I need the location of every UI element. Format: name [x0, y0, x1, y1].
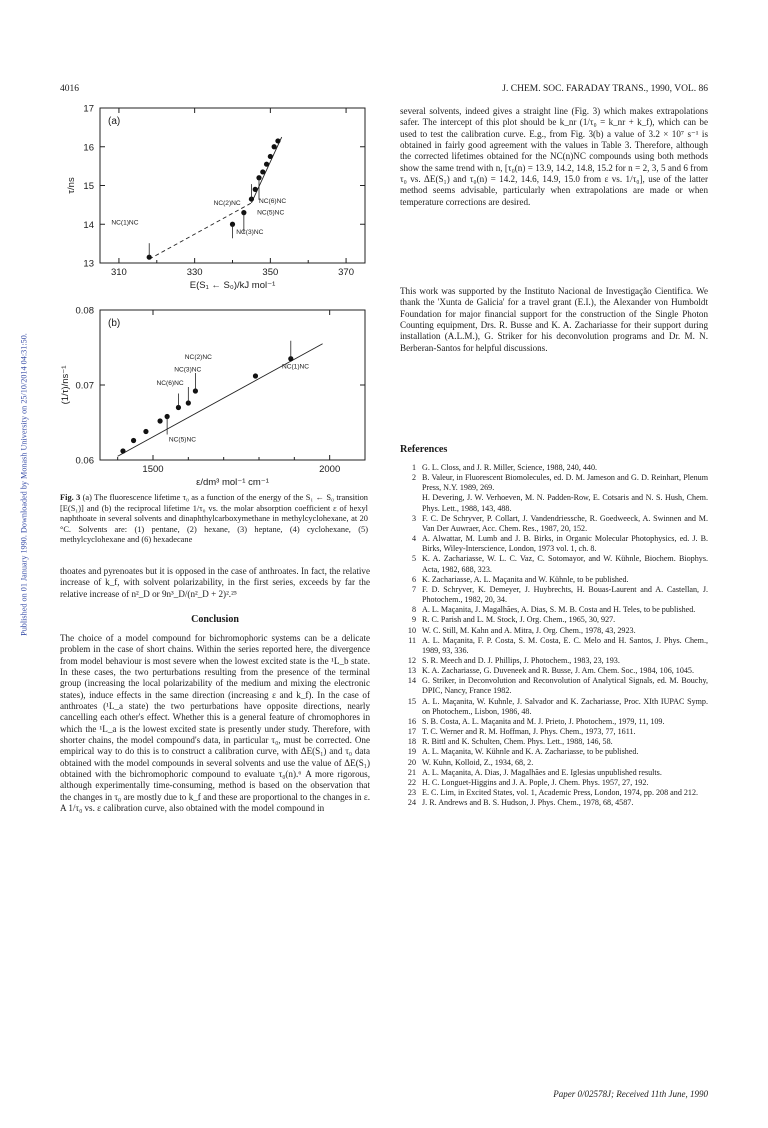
y-tick-label: 0.07: [75, 380, 94, 392]
reference-number: 6: [411, 574, 416, 584]
annotation-label: NC(1)NC: [281, 363, 310, 371]
annotation-label: NC(5)NC: [257, 209, 285, 217]
reference-item: [400, 768, 708, 778]
conclusion-heading: Conclusion: [191, 614, 239, 625]
reference-number: 18: [407, 737, 416, 747]
reference-text: W. C. Still, M. Kahn and A. Mitra, J. Org. Chem., 1978, 43, 2923.: [422, 625, 636, 635]
y-tick-label: 0.08: [75, 305, 94, 317]
reference-item: [400, 727, 708, 737]
reference-item: [400, 717, 708, 727]
reference-text: A. Alwattar, M. Lumb and J. B. Birks, in Organic Molecular Photophysics, ed. J. B. Birks, Wiley-Interscience, London, 1973 vol. 1, ch. 8.: [422, 534, 708, 554]
annotation-label: NC(3)NC: [236, 228, 264, 236]
body-paragraph-right: several solvents, indeed gives a straight line (Fig. 3) which makes extrapolations safer. The intercept of this plot should be k_nr (1/τ₀ = k_nr + k_f), which can be used to test the calibration curve. E.g., from Fig. 3(b) a value of 3.2 × 10⁷ s⁻¹ is obtained in fairly good agreement with the values in Table 3. Therefore, although the corrected lifetimes obtained for the NC(n)NC compounds using both methods show the same trend with n, [τ₀(n) = 13.9, 14.2, 14.8, 15.2 for n = 2, 3, 5 and 6 from τ₀ vs. ΔE(S₁) and τ₀(n) = 14.2, 14.6, 14.9, 15.0 from ε vs. 1/τ₀], use of the latter method seems advisable, particularly when extrapolations are made or when temperature corrections are desired.: [400, 106, 708, 207]
reference-text: E. C. Lim, in Excited States, vol. 1, Academic Press, London, 1974, pp. 208 and 212.: [422, 788, 699, 797]
annotation-label: NC(2)NC: [213, 199, 241, 207]
reference-item: [400, 798, 708, 808]
annotation-label: NC(2)NC: [184, 353, 212, 361]
x-tick-label: 1500: [142, 464, 164, 475]
figure-caption: [60, 493, 368, 546]
reference-number: 2: [411, 473, 416, 483]
paper-footer: Paper 0/02578J; Received 11th June, 1990: [553, 1089, 708, 1099]
panel-label: (a): [108, 116, 121, 127]
reference-text: F. D. Schryver, K. Demeyer, J. Huybrechts, H. Bouas-Laurent and A. Castellan, J. Photochem., 1982, 20, 34.: [422, 584, 708, 605]
reference-item: [400, 737, 708, 747]
reference-text: A. L. Maçanita, W. Kühnle and K. A. Zachariasse, to be published.: [422, 747, 639, 757]
y-tick-label: 0.06: [75, 455, 94, 467]
reference-text: K. A. Zachariasse, G. Duveneek and R. Busse, J. Am. Chem. Soc., 1984, 106, 1045.: [422, 666, 695, 676]
reference-number: 16: [407, 716, 416, 726]
panel-label: (b): [108, 318, 121, 329]
reference-text: F. C. De Schryver, P. Collart, J. Vandendriessche, R. Goedweeck, A. Swinnen and M. Van Der Auwraer, Acc. Chem. Res., 1987, 20, 152.: [422, 513, 708, 533]
y-tick-label: 16: [83, 142, 94, 154]
y-tick-label: 15: [83, 181, 94, 192]
data-point: [275, 138, 280, 143]
download-watermark: [14, 260, 28, 720]
reference-text: J. R. Andrews and B. S. Hudson, J. Phys. Chem., 1978, 68, 4587.: [422, 798, 634, 808]
reference-item: [400, 747, 708, 757]
reference-text: A. L. Maçanita, J. Magalhães, A. Dias, S. M. B. Costa and H. Teles, to be published.: [422, 605, 696, 615]
reference-number: 21: [407, 767, 416, 777]
fit-line: [251, 137, 281, 203]
reference-text: G. Striker, in Deconvolution and Reconvolution of Analytical Signals, ed. M. Bouchy, DPIC, Nancy, France 1982.: [422, 676, 708, 696]
reference-number: 5: [411, 554, 416, 564]
y-axis-label: (1/τ)/ns⁻¹: [60, 365, 71, 405]
journal-running-head: J. CHEM. SOC. FARADAY TRANS., 1990, VOL. 86: [502, 84, 708, 94]
reference-number: 9: [411, 615, 416, 625]
reference-text: B. Valeur, in Fluorescent Biomolecules, ed. D. M. Jameson and G. D. Reinhart, Plenum Press, N.Y. 1989, 269.: [422, 473, 708, 493]
y-axis-label: τ/ns: [66, 177, 77, 194]
reference-number: 19: [407, 747, 416, 757]
reference-item: [400, 605, 708, 615]
reference-text: H. Devering, J. W. Verhoeven, M. N. Padden-Row, E. Cotsaris and N. S. Hush, Chem. Phys. Lett., 1988, 143, 488.: [422, 493, 708, 513]
reference-list: [400, 463, 708, 808]
reference-text: S. R. Meech and D. J. Phillips, J. Photochem., 1983, 23, 193.: [422, 655, 620, 665]
annotation-label: NC(6)NC: [259, 197, 287, 205]
reference-item: [400, 463, 708, 473]
reference-item: [400, 534, 708, 554]
caption-text: (a) The fluorescence lifetime τ₀ as a function of the energy of the S₁ ← S₀ transition [E(S₁)] and (b) the reciprocal lifetime 1/τ₀ vs. the molar absorption coefficient ε of hexyl naphthoate in several solvents and dinaphthylcarboxymethane in methylcyclohexane, at 20 °C. Solvents are: (1) pentane, (2) hexane, (3) heptane, (4) cyclohexane, (5) methylcyclohexane and (6) hexadecane: [60, 493, 368, 545]
reference-number: 7: [411, 584, 416, 594]
x-tick-label: 370: [338, 267, 355, 278]
data-point: [253, 187, 258, 192]
x-tick-label: 350: [262, 267, 279, 278]
y-tick-label: 17: [83, 103, 94, 115]
annotation-label: NC(6)NC: [156, 380, 184, 387]
reference-number: 4: [411, 534, 416, 544]
annotation-label: NC(1)NC: [111, 219, 139, 227]
reference-number: 8: [411, 605, 416, 615]
reference-number: 20: [407, 757, 416, 767]
reference-text: T. C. Werner and R. M. Hoffman, J. Phys. Chem., 1973, 77, 1611.: [422, 727, 636, 737]
reference-item: [400, 585, 708, 605]
reference-number: 24: [407, 798, 416, 808]
x-tick-label: 2000: [319, 464, 341, 475]
x-tick-label: 310: [110, 267, 127, 278]
reference-number: 23: [407, 788, 416, 797]
body-paragraph-left: thoates and pyrenoates but it is opposed in the case of anthroates. In fact, the relative increase of k_f, with solvent polarizability, in the first series, exceeds by far the relative increase of n²_D or 9n³_D/(n²_D + 2)².²⁵: [60, 566, 370, 599]
data-point: [120, 448, 125, 453]
reference-item: [400, 554, 708, 574]
reference-text: A. L. Maçanita, W. Kuhnle, J. Salvador and K. Zachariasse, Proc. XIth IUPAC Symp. on Photochem., Lisbon, 1986, 48.: [422, 696, 708, 716]
reference-item: [400, 697, 708, 717]
data-point: [143, 429, 148, 434]
reference-number: 22: [407, 777, 416, 787]
reference-text: K. A. Zachariasse, W. L. C. Vaz, C. Sotomayor, and W. Kühnle, Biochem. Biophys. Acta, 1982, 688, 323.: [422, 554, 708, 574]
reference-item: [400, 666, 708, 676]
reference-item: [400, 615, 708, 625]
reference-text: R. C. Parish and L. M. Stock, J. Org. Chem., 1965, 30, 927.: [422, 615, 616, 625]
data-point: [268, 154, 273, 159]
data-point: [157, 418, 162, 423]
reference-item: [400, 676, 708, 696]
data-point: [272, 144, 277, 149]
reference-number: 3: [411, 513, 416, 523]
reference-item: [400, 788, 708, 798]
y-tick-label: 14: [83, 219, 94, 231]
page-number: 4016: [60, 84, 79, 94]
reference-number: 14: [407, 676, 416, 686]
annotation-label: NC(3)NC: [174, 366, 202, 374]
annotation-label: NC(5)NC: [168, 436, 197, 444]
reference-text: H. C. Longuet-Higgins and J. A. Pople, J. Chem. Phys. 1957, 27, 192.: [422, 777, 649, 787]
data-point: [260, 169, 265, 174]
acknowledgements: This work was supported by the Instituto Nacional de Investigação Cientifica. We thank the 'Xunta de Galicia' for a travel grant (E.I.), the Alexander von Humboldt Foundation for major financial support for the construction of the Single Photon Counting equipment, Drs. R. Busse and K. A. Zachariasse for their support during installation (A.L.M.), G. Striker for his deconvolution programs and Dr. M. N. Berberan-Santos for helpful discussions.: [400, 286, 708, 353]
reference-text: S. B. Costa, A. L. Maçanita and M. J. Prieto, J. Photochem., 1979, 11, 109.: [422, 716, 665, 726]
reference-item: [400, 514, 708, 534]
plot-frame: [100, 310, 365, 460]
reference-number: 12: [407, 655, 416, 665]
caption-label: Fig. 3: [60, 493, 81, 502]
figure-3b: [60, 302, 380, 490]
reference-item: [400, 656, 708, 666]
reference-number: 1: [411, 463, 416, 472]
x-tick-label: 330: [186, 267, 203, 278]
reference-item: [400, 636, 708, 656]
figure-3a: [60, 100, 380, 296]
x-axis-label: E(S₁ ← S₀)/kJ mol⁻¹: [189, 280, 276, 291]
reference-item: [400, 473, 708, 493]
data-point: [264, 162, 269, 167]
reference-text: K. Zachariasse, A. L. Maçanita and W. Kühnle, to be published.: [422, 574, 629, 584]
reference-text: W. Kuhn, Kolloid, Z., 1934, 68, 2.: [422, 757, 534, 767]
reference-item: [400, 575, 708, 585]
reference-item: [400, 626, 708, 636]
reference-item: [400, 778, 708, 788]
data-point: [253, 373, 258, 378]
reference-text: A. L. Maçanita, A. Dias, J. Magalhães and E. Iglesias unpublished results.: [422, 767, 662, 777]
reference-text: G. L. Closs, and J. R. Miller, Science, 1988, 240, 440.: [422, 463, 598, 472]
reference-text: R. Bittl and K. Schulten, Chem. Phys. Lett., 1988, 146, 58.: [422, 737, 613, 747]
reference-number: 17: [407, 727, 416, 737]
reference-text: A. L. Maçanita, F. P. Costa, S. M. Costa, E. C. Melo and H. Santos, J. Phys. Chem., 1989, 93, 336.: [422, 635, 708, 655]
conclusion-paragraph: The choice of a model compound for bichromophoric systems can be a delicate problem in the case of short chains. Within the series reported here, the divergence from model behaviour is most severe when the lowest excited state is the ¹L_b state. In these cases, the two perturbations resulting from the presence of the terminal group (increasing the local polarizability of the medium and mixing the electronic states), induce effects in the same direction (increasing ε and k_f). In the case of anthroates (¹L_a state) the two perturbations have opposite directions, nearly cancelling each other's effect. Whether this is a general feature of chromophores in which the ¹L_a is the lowest excited state is presently under study. Therefore, with shorter chains, the model compound's data, in particular τ₀, must be corrected. One empirical way to do this is to construct a calibration curve, with ΔE(S₁) and τ₀ data obtained with the model compounds in several solvents and use the value of ΔE(S₁) obtained with the bichromophoric compound to evaluate τ₀(n).⁶ A more rigorous, although experimentally time-consuming, method is based on the observation that the changes in τ₀ are mostly due to k_f and these are proportional to the changes in ε. A 1/τ₀ vs. ε calibration curve, also obtained with the model compound in: [60, 633, 370, 814]
reference-number: 15: [407, 696, 416, 706]
reference-number: 10: [407, 625, 416, 635]
plot-frame: [100, 108, 365, 263]
y-tick-label: 13: [83, 258, 94, 270]
reference-number: 13: [407, 666, 416, 676]
references-heading: References: [400, 444, 448, 455]
x-axis-label: ε/dm³ mol⁻¹ cm⁻¹: [196, 477, 269, 488]
reference-item: [400, 758, 708, 768]
reference-number: 11: [408, 635, 416, 645]
reference-number: [400, 493, 422, 513]
download-note[interactable]: Published on 01 January 1990. Downloaded by Monash University on 25/10/2014 04:31:50.: [19, 333, 29, 636]
data-point: [131, 438, 136, 443]
reference-item: [400, 493, 708, 513]
